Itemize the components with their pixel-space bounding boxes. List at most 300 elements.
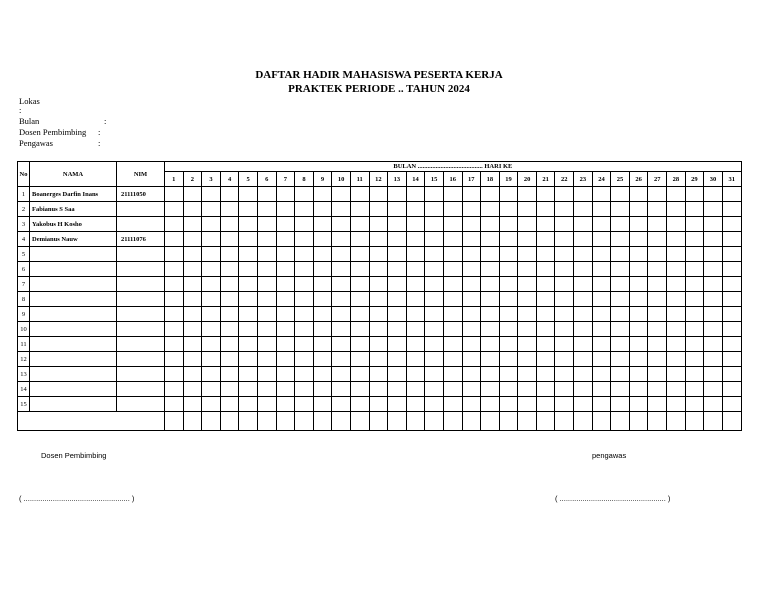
attendance-cell — [220, 367, 239, 382]
row-nama: Boanerges Darfin Inans — [30, 187, 117, 202]
attendance-cell — [592, 397, 611, 412]
attendance-cell — [425, 307, 444, 322]
attendance-cell — [499, 277, 518, 292]
attendance-cell — [183, 202, 202, 217]
row-nama — [30, 337, 117, 352]
attendance-cell — [443, 187, 462, 202]
row-nim — [117, 292, 165, 307]
attendance-cell — [295, 277, 314, 292]
attendance-cell — [165, 382, 184, 397]
attendance-cell — [220, 277, 239, 292]
attendance-cell — [536, 382, 555, 397]
attendance-cell — [481, 322, 500, 337]
attendance-cell — [704, 322, 723, 337]
attendance-cell — [518, 397, 537, 412]
attendance-cell — [667, 247, 686, 262]
attendance-cell — [592, 187, 611, 202]
attendance-cell — [611, 292, 630, 307]
attendance-cell — [220, 202, 239, 217]
attendance-cell — [574, 202, 593, 217]
attendance-cell — [220, 322, 239, 337]
attendance-cell — [592, 202, 611, 217]
attendance-cell — [481, 337, 500, 352]
attendance-cell — [574, 277, 593, 292]
attendance-cell — [350, 217, 369, 232]
attendance-cell — [629, 337, 648, 352]
attendance-cell — [183, 217, 202, 232]
attendance-cell — [574, 397, 593, 412]
attendance-cell — [462, 247, 481, 262]
attendance-cell — [295, 187, 314, 202]
row-nama: Demianus Nauw — [30, 232, 117, 247]
attendance-cell — [648, 262, 667, 277]
attendance-cell — [629, 262, 648, 277]
attendance-cell — [685, 337, 704, 352]
attendance-cell — [536, 247, 555, 262]
attendance-cell — [481, 202, 500, 217]
table-row — [18, 187, 742, 202]
row-nama — [30, 262, 117, 277]
footer-cell — [425, 412, 444, 431]
header-day-17: 17 — [462, 172, 481, 187]
attendance-cell — [648, 247, 667, 262]
row-nim — [117, 382, 165, 397]
attendance-cell — [425, 202, 444, 217]
attendance-cell — [332, 382, 351, 397]
attendance-cell — [369, 232, 388, 247]
attendance-cell — [313, 202, 332, 217]
attendance-cell — [704, 262, 723, 277]
attendance-cell — [295, 202, 314, 217]
attendance-cell — [592, 307, 611, 322]
attendance-cell — [220, 337, 239, 352]
attendance-cell — [350, 337, 369, 352]
attendance-cell — [611, 202, 630, 217]
row-no: 4 — [18, 232, 30, 247]
attendance-cell — [369, 187, 388, 202]
attendance-cell — [462, 367, 481, 382]
attendance-cell — [592, 382, 611, 397]
attendance-cell — [722, 382, 741, 397]
attendance-cell — [388, 367, 407, 382]
attendance-cell — [313, 337, 332, 352]
attendance-cell — [332, 202, 351, 217]
attendance-cell — [332, 277, 351, 292]
header-day-6: 6 — [257, 172, 276, 187]
attendance-cell — [555, 202, 574, 217]
attendance-cell — [592, 232, 611, 247]
attendance-cell — [722, 352, 741, 367]
attendance-cell — [425, 337, 444, 352]
attendance-cell — [388, 382, 407, 397]
attendance-cell — [722, 292, 741, 307]
attendance-cell — [648, 322, 667, 337]
attendance-cell — [667, 352, 686, 367]
attendance-cell — [257, 397, 276, 412]
attendance-cell — [555, 382, 574, 397]
header-day-1: 1 — [165, 172, 184, 187]
attendance-cell — [276, 292, 295, 307]
footer-cell — [518, 412, 537, 431]
attendance-cell — [406, 322, 425, 337]
attendance-cell — [462, 202, 481, 217]
attendance-cell — [499, 232, 518, 247]
attendance-cell — [406, 262, 425, 277]
attendance-cell — [648, 352, 667, 367]
attendance-cell — [220, 382, 239, 397]
attendance-cell — [667, 322, 686, 337]
attendance-cell — [369, 382, 388, 397]
attendance-cell — [443, 277, 462, 292]
attendance-cell — [202, 397, 221, 412]
attendance-cell — [648, 202, 667, 217]
attendance-cell — [202, 382, 221, 397]
attendance-cell — [536, 277, 555, 292]
attendance-cell — [388, 277, 407, 292]
header-day-16: 16 — [443, 172, 462, 187]
attendance-cell — [629, 307, 648, 322]
attendance-cell — [332, 352, 351, 367]
attendance-cell — [406, 397, 425, 412]
attendance-cell — [350, 382, 369, 397]
meta-lokasi-label: Lokas — [19, 96, 40, 106]
attendance-cell — [518, 307, 537, 322]
attendance-cell — [332, 367, 351, 382]
attendance-cell — [499, 337, 518, 352]
attendance-cell — [536, 232, 555, 247]
attendance-cell — [369, 202, 388, 217]
attendance-cell — [425, 247, 444, 262]
attendance-cell — [183, 382, 202, 397]
attendance-cell — [239, 307, 258, 322]
attendance-cell — [611, 232, 630, 247]
footer-cell — [648, 412, 667, 431]
attendance-cell — [462, 352, 481, 367]
attendance-cell — [555, 232, 574, 247]
attendance-cell — [183, 232, 202, 247]
row-no: 7 — [18, 277, 30, 292]
attendance-cell — [629, 367, 648, 382]
row-nama: Yakobus H Kosho — [30, 217, 117, 232]
attendance-cell — [202, 322, 221, 337]
footer-cell — [685, 412, 704, 431]
row-no: 2 — [18, 202, 30, 217]
row-no: 5 — [18, 247, 30, 262]
attendance-cell — [165, 187, 184, 202]
attendance-cell — [536, 262, 555, 277]
signature-right-line: ( ................................................... ) — [555, 494, 671, 503]
attendance-cell — [648, 307, 667, 322]
attendance-cell — [555, 367, 574, 382]
attendance-cell — [183, 337, 202, 352]
row-nim — [117, 202, 165, 217]
table-row — [18, 337, 742, 352]
header-day-13: 13 — [388, 172, 407, 187]
attendance-cell — [518, 382, 537, 397]
attendance-cell — [257, 367, 276, 382]
attendance-cell — [220, 307, 239, 322]
attendance-cell — [574, 217, 593, 232]
attendance-cell — [313, 262, 332, 277]
header-day-31: 31 — [722, 172, 741, 187]
attendance-cell — [667, 397, 686, 412]
attendance-cell — [220, 262, 239, 277]
attendance-cell — [592, 337, 611, 352]
attendance-cell — [722, 232, 741, 247]
attendance-cell — [369, 367, 388, 382]
header-day-24: 24 — [592, 172, 611, 187]
attendance-cell — [406, 217, 425, 232]
footer-cell — [611, 412, 630, 431]
attendance-cell — [574, 247, 593, 262]
attendance-cell — [611, 367, 630, 382]
attendance-cell — [611, 217, 630, 232]
attendance-cell — [332, 217, 351, 232]
attendance-cell — [350, 307, 369, 322]
attendance-cell — [629, 352, 648, 367]
attendance-cell — [611, 337, 630, 352]
attendance-cell — [462, 337, 481, 352]
attendance-cell — [685, 352, 704, 367]
attendance-cell — [555, 247, 574, 262]
attendance-cell — [443, 292, 462, 307]
attendance-cell — [183, 262, 202, 277]
attendance-cell — [518, 247, 537, 262]
header-no: No — [18, 162, 30, 187]
header-day-9: 9 — [313, 172, 332, 187]
attendance-cell — [704, 277, 723, 292]
attendance-cell — [592, 292, 611, 307]
attendance-cell — [406, 352, 425, 367]
attendance-cell — [481, 262, 500, 277]
attendance-cell — [574, 382, 593, 397]
attendance-cell — [722, 247, 741, 262]
attendance-cell — [518, 262, 537, 277]
table-row — [18, 367, 742, 382]
attendance-cell — [555, 292, 574, 307]
attendance-cell — [369, 322, 388, 337]
attendance-cell — [555, 307, 574, 322]
row-nama — [30, 277, 117, 292]
footer-cell — [369, 412, 388, 431]
attendance-cell — [388, 307, 407, 322]
attendance-cell — [555, 277, 574, 292]
attendance-cell — [685, 187, 704, 202]
attendance-cell — [295, 352, 314, 367]
attendance-cell — [611, 247, 630, 262]
attendance-cell — [722, 187, 741, 202]
attendance-cell — [313, 292, 332, 307]
attendance-cell — [202, 232, 221, 247]
row-no: 6 — [18, 262, 30, 277]
attendance-cell — [536, 202, 555, 217]
attendance-cell — [667, 232, 686, 247]
attendance-cell — [425, 277, 444, 292]
attendance-cell — [202, 247, 221, 262]
attendance-cell — [332, 397, 351, 412]
attendance-cell — [295, 397, 314, 412]
row-nim — [117, 367, 165, 382]
attendance-cell — [443, 337, 462, 352]
attendance-cell — [276, 367, 295, 382]
table-row — [18, 322, 742, 337]
attendance-cell — [481, 217, 500, 232]
attendance-cell — [648, 217, 667, 232]
attendance-cell — [592, 247, 611, 262]
attendance-cell — [462, 277, 481, 292]
attendance-cell — [481, 367, 500, 382]
attendance-cell — [202, 367, 221, 382]
attendance-cell — [350, 232, 369, 247]
row-no: 9 — [18, 307, 30, 322]
attendance-cell — [183, 292, 202, 307]
attendance-cell — [183, 322, 202, 337]
attendance-cell — [313, 397, 332, 412]
header-nama: NAMA — [30, 162, 117, 187]
attendance-cell — [257, 352, 276, 367]
attendance-cell — [536, 292, 555, 307]
attendance-cell — [685, 202, 704, 217]
attendance-cell — [629, 397, 648, 412]
attendance-cell — [202, 262, 221, 277]
attendance-cell — [276, 337, 295, 352]
attendance-cell — [667, 367, 686, 382]
attendance-cell — [425, 352, 444, 367]
attendance-cell — [165, 247, 184, 262]
table-row — [18, 292, 742, 307]
footer-cell — [220, 412, 239, 431]
attendance-cell — [425, 262, 444, 277]
attendance-cell — [518, 277, 537, 292]
header-day-11: 11 — [350, 172, 369, 187]
attendance-cell — [555, 352, 574, 367]
attendance-cell — [667, 307, 686, 322]
attendance-cell — [388, 397, 407, 412]
attendance-cell — [722, 262, 741, 277]
attendance-cell — [332, 307, 351, 322]
attendance-cell — [722, 337, 741, 352]
row-nama — [30, 382, 117, 397]
header-day-29: 29 — [685, 172, 704, 187]
attendance-cell — [220, 352, 239, 367]
attendance-cell — [295, 262, 314, 277]
attendance-cell — [704, 352, 723, 367]
attendance-cell — [611, 307, 630, 322]
attendance-cell — [499, 202, 518, 217]
footer-cell — [536, 412, 555, 431]
attendance-cell — [332, 232, 351, 247]
attendance-cell — [295, 367, 314, 382]
attendance-cell — [332, 322, 351, 337]
attendance-cell — [648, 292, 667, 307]
attendance-cell — [183, 367, 202, 382]
header-day-30: 30 — [704, 172, 723, 187]
attendance-cell — [165, 202, 184, 217]
attendance-cell — [257, 262, 276, 277]
attendance-cell — [499, 322, 518, 337]
attendance-cell — [369, 292, 388, 307]
row-no: 15 — [18, 397, 30, 412]
document-title-line1: DAFTAR HADIR MAHASISWA PESERTA KERJA — [255, 69, 503, 81]
attendance-cell — [667, 262, 686, 277]
attendance-cell — [183, 352, 202, 367]
attendance-cell — [425, 187, 444, 202]
table-row — [18, 277, 742, 292]
attendance-cell — [295, 232, 314, 247]
attendance-cell — [257, 247, 276, 262]
attendance-cell — [257, 202, 276, 217]
footer-blank — [18, 412, 165, 431]
attendance-cell — [685, 262, 704, 277]
attendance-cell — [369, 217, 388, 232]
attendance-cell — [388, 247, 407, 262]
attendance-cell — [313, 322, 332, 337]
attendance-cell — [239, 187, 258, 202]
attendance-cell — [257, 322, 276, 337]
attendance-cell — [202, 277, 221, 292]
attendance-cell — [350, 397, 369, 412]
attendance-cell — [518, 367, 537, 382]
attendance-cell — [667, 382, 686, 397]
attendance-cell — [369, 307, 388, 322]
attendance-cell — [313, 367, 332, 382]
attendance-cell — [685, 217, 704, 232]
attendance-cell — [202, 217, 221, 232]
attendance-cell — [685, 277, 704, 292]
attendance-cell — [481, 292, 500, 307]
attendance-cell — [518, 187, 537, 202]
attendance-cell — [295, 217, 314, 232]
header-day-20: 20 — [518, 172, 537, 187]
footer-cell — [555, 412, 574, 431]
footer-cell — [704, 412, 723, 431]
row-no: 12 — [18, 352, 30, 367]
attendance-cell — [239, 337, 258, 352]
attendance-cell — [406, 202, 425, 217]
attendance-cell — [611, 397, 630, 412]
header-day-28: 28 — [667, 172, 686, 187]
footer-cell — [722, 412, 741, 431]
attendance-cell — [667, 337, 686, 352]
attendance-cell — [202, 337, 221, 352]
attendance-cell — [704, 217, 723, 232]
table-row — [18, 397, 742, 412]
attendance-cell — [332, 337, 351, 352]
attendance-cell — [388, 262, 407, 277]
attendance-cell — [406, 292, 425, 307]
row-nama — [30, 247, 117, 262]
attendance-cell — [369, 247, 388, 262]
attendance-cell — [276, 397, 295, 412]
attendance-cell — [425, 292, 444, 307]
row-nama — [30, 397, 117, 412]
attendance-cell — [369, 337, 388, 352]
attendance-cell — [388, 337, 407, 352]
header-day-27: 27 — [648, 172, 667, 187]
attendance-cell — [499, 247, 518, 262]
meta-dosen-label — [19, 127, 101, 137]
attendance-cell — [518, 217, 537, 232]
header-day-19: 19 — [499, 172, 518, 187]
table-row — [18, 262, 742, 277]
attendance-cell — [704, 337, 723, 352]
attendance-cell — [611, 352, 630, 367]
row-nim: 21111050 — [117, 187, 165, 202]
attendance-cell — [667, 202, 686, 217]
attendance-cell — [574, 352, 593, 367]
attendance-cell — [350, 202, 369, 217]
attendance-cell — [722, 322, 741, 337]
